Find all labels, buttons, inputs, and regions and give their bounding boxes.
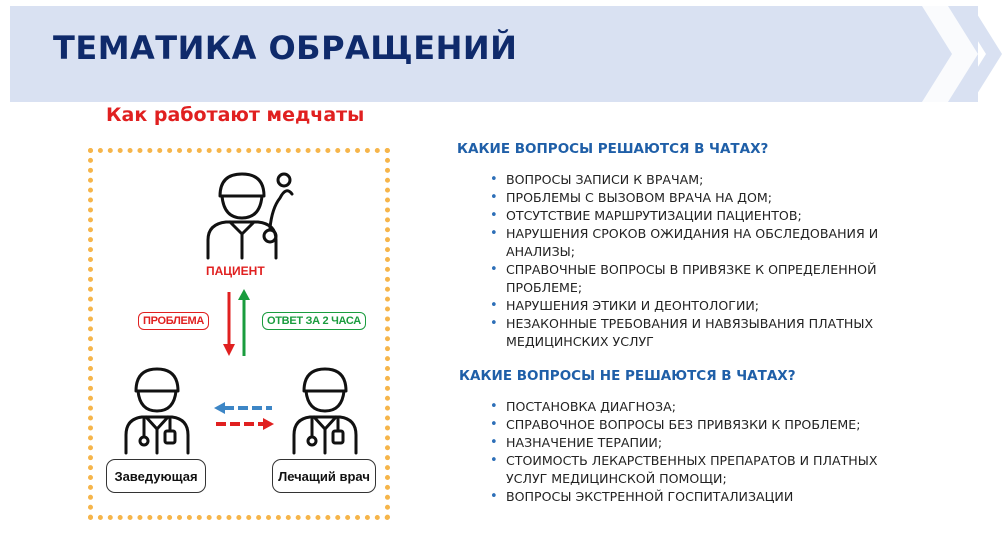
list-item: • СПРАВОЧНОЕ ВОПРОСЫ БЕЗ ПРИВЯЗКИ К ПРОБЛЕМЕ; bbox=[488, 416, 888, 434]
list-item: • СПРАВОЧНЫЕ ВОПРОСЫ В ПРИВЯЗКЕ К ОПРЕДЕЛЕННОЙ ПРОБЛЕМЕ; bbox=[488, 261, 888, 297]
list-item: • ПОСТАНОВКА ДИАГНОЗА; bbox=[488, 398, 888, 416]
chevron-right-icon bbox=[922, 6, 1002, 102]
solved-list bbox=[488, 171, 888, 351]
treating-doctor-label: Лечащий врач bbox=[272, 459, 376, 493]
list-item: • НЕЗАКОННЫЕ ТРЕБОВАНИЯ И НАВЯЗЫВАНИЯ ПЛАТНЫХ МЕДИЦИНСКИХ УСЛУГ bbox=[488, 315, 888, 351]
arrow-up-icon bbox=[234, 288, 254, 358]
list-item: • ВОПРОСЫ ЗАПИСИ К ВРАЧАМ; bbox=[488, 171, 888, 189]
list-item: • НАЗНАЧЕНИЕ ТЕРАПИИ; bbox=[488, 434, 888, 452]
unsolved-heading: КАКИЕ ВОПРОСЫ НЕ РЕШАЮТСЯ В ЧАТАХ? bbox=[459, 368, 796, 384]
doctor-icon bbox=[122, 365, 192, 455]
arrow-left-dashed-icon bbox=[214, 402, 274, 414]
arrow-right-dashed-icon bbox=[214, 418, 274, 430]
list-item: • НАРУШЕНИЯ СРОКОВ ОЖИДАНИЯ НА ОБСЛЕДОВАНИЯ И АНАЛИЗЫ; bbox=[488, 225, 888, 261]
page-title: ТЕМАТИКА ОБРАЩЕНИЙ bbox=[53, 29, 518, 67]
list-item: • ВОПРОСЫ ЭКСТРЕННОЙ ГОСПИТАЛИЗАЦИИ bbox=[488, 488, 888, 506]
section-subtitle: Как работают медчаты bbox=[106, 104, 365, 126]
list-item: • НАРУШЕНИЯ ЭТИКИ И ДЕОНТОЛОГИИ; bbox=[488, 297, 888, 315]
problem-badge: ПРОБЛЕМА bbox=[138, 312, 209, 330]
head-doctor-label: Заведующая bbox=[106, 459, 206, 493]
doctor-stethoscope-icon bbox=[200, 168, 300, 260]
solved-heading: КАКИЕ ВОПРОСЫ РЕШАЮТСЯ В ЧАТАХ? bbox=[457, 141, 769, 157]
answer-time-badge: ОТВЕТ ЗА 2 ЧАСА bbox=[262, 312, 366, 330]
list-item: • ПРОБЛЕМЫ С ВЫЗОВОМ ВРАЧА НА ДОМ; bbox=[488, 189, 888, 207]
patient-label: ПАЦИЕНТ bbox=[206, 264, 265, 278]
list-item: • СТОИМОСТЬ ЛЕКАРСТВЕННЫХ ПРЕПАРАТОВ И ПЛАТНЫХ УСЛУГ МЕДИЦИНСКОЙ ПОМОЩИ; bbox=[488, 452, 888, 488]
list-item: • ОТСУТСТВИЕ МАРШРУТИЗАЦИИ ПАЦИЕНТОВ; bbox=[488, 207, 888, 225]
doctor-icon bbox=[290, 365, 360, 455]
unsolved-list bbox=[488, 398, 888, 506]
